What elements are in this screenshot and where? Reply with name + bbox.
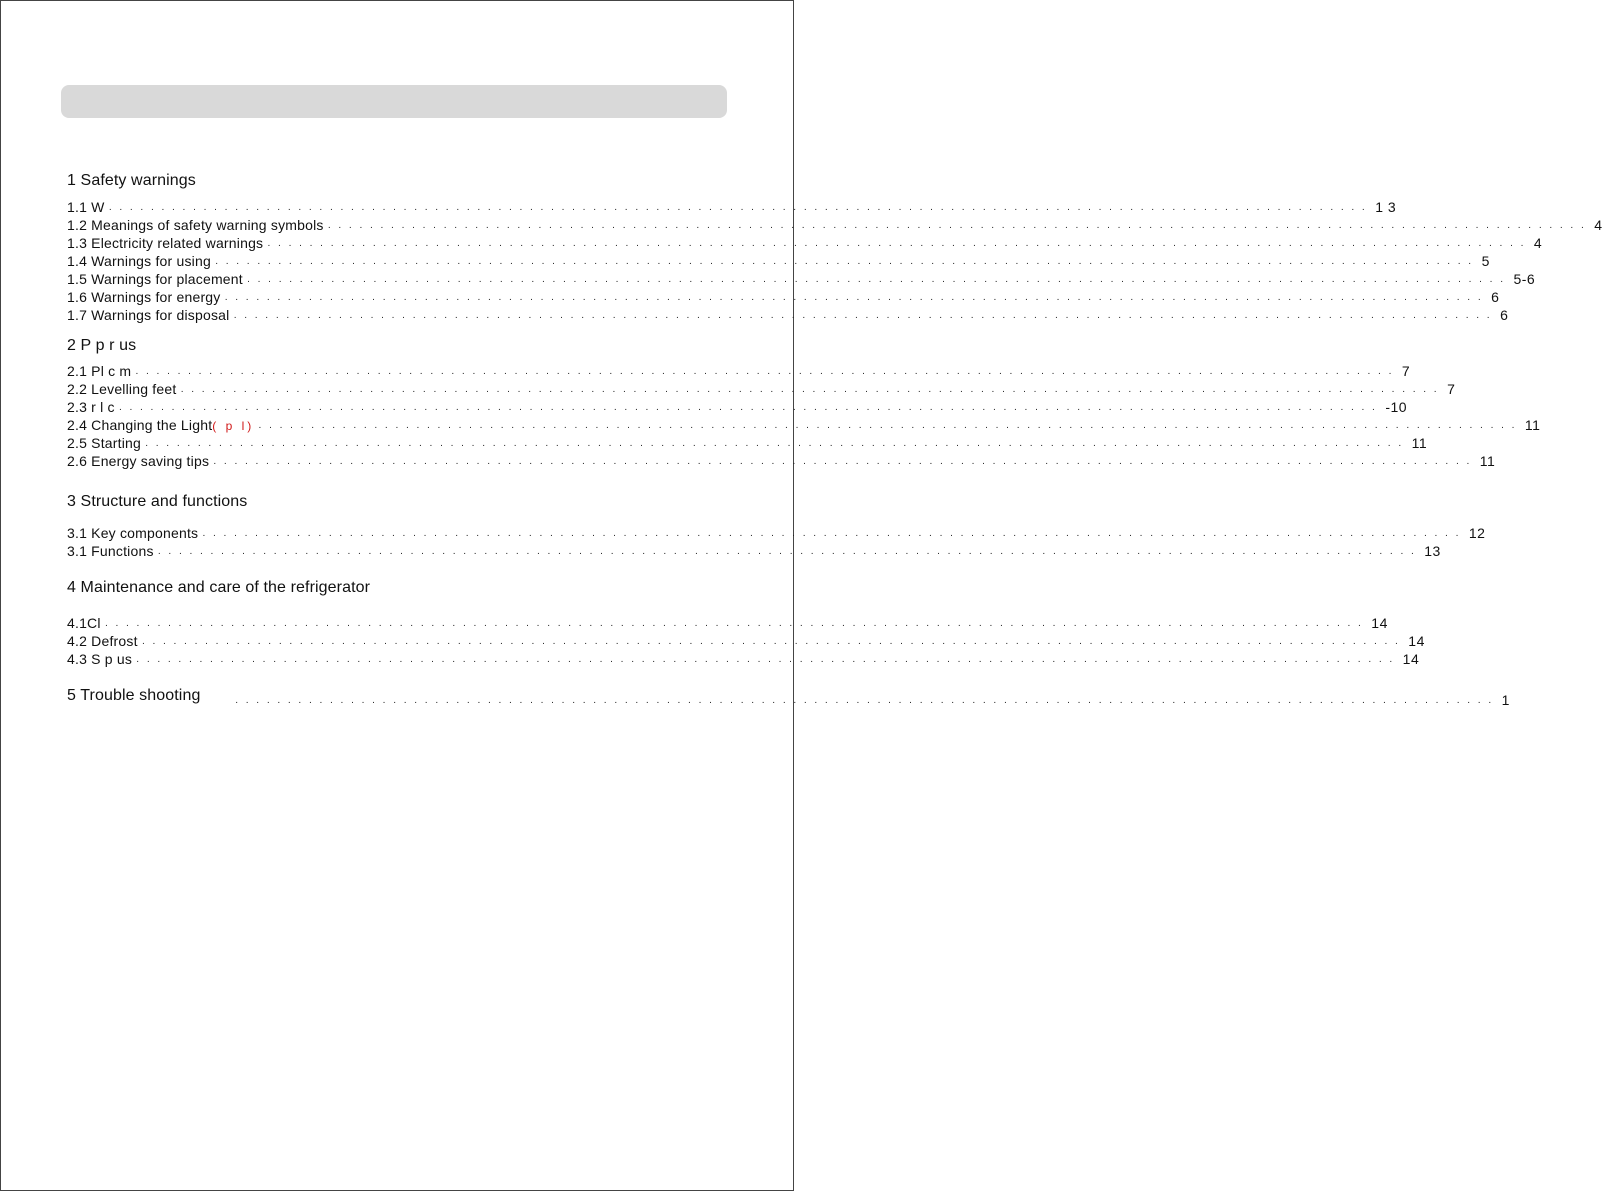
toc-entry[interactable] bbox=[67, 270, 1536, 288]
toc-entry[interactable] bbox=[67, 650, 1420, 668]
toc-entry[interactable] bbox=[67, 380, 1456, 398]
dot-leader: ························································································································ bbox=[233, 312, 1498, 323]
dot-leader: ························································································································ bbox=[141, 638, 1406, 649]
toc-entry-label: 1.5 Warnings for placement bbox=[67, 271, 243, 287]
toc-entry-page: 7 bbox=[1447, 381, 1456, 397]
toc-entry[interactable] bbox=[67, 452, 1496, 470]
toc-entry[interactable] bbox=[67, 416, 1541, 434]
section-heading: 1 Safety warnings bbox=[67, 172, 196, 189]
toc-entry[interactable] bbox=[67, 252, 1490, 270]
toc-entry-label: 2.5 Starting bbox=[67, 435, 141, 451]
dot-leader: ························································································································ bbox=[224, 294, 1489, 305]
toc-entry-page: 11 bbox=[1479, 453, 1496, 469]
toc-entry[interactable] bbox=[67, 362, 1411, 380]
toc-entry-label: 3.1 Functions bbox=[67, 543, 154, 559]
toc-entry[interactable] bbox=[67, 288, 1500, 306]
section-heading: 3 Structure and functions bbox=[67, 493, 248, 510]
section-heading: 2 P p r us bbox=[67, 337, 137, 354]
dot-leader: ························································································································ bbox=[180, 386, 1445, 397]
toc-entry-page: 13 bbox=[1424, 543, 1441, 559]
dot-leader: ························································································································ bbox=[104, 620, 1369, 631]
toc-entry-page: 12 bbox=[1468, 525, 1486, 541]
dot-leader: ························································································································ bbox=[136, 656, 1400, 667]
toc-entry-label: 2.2 Levelling feet bbox=[67, 381, 177, 397]
toc-entry-page: 5-6 bbox=[1513, 271, 1536, 287]
toc-entry-label: 2.1 Pl c m bbox=[67, 363, 132, 379]
section-heading: 4 Maintenance and care of the refrigerator bbox=[67, 579, 371, 596]
toc-entry[interactable] bbox=[67, 398, 1408, 416]
toc-entry-page: 4 bbox=[1533, 235, 1543, 251]
toc-entry-label: 1.1 W bbox=[67, 199, 105, 215]
toc-entry-page: 5 bbox=[1481, 253, 1490, 269]
toc-entry-label: 1.4 Warnings for using bbox=[67, 253, 211, 269]
toc-entry-page: 6 bbox=[1491, 289, 1500, 305]
toc-entry[interactable] bbox=[67, 524, 1486, 542]
toc-entry-label: 3.1 Key components bbox=[67, 525, 199, 541]
toc-entry-label: 4.3 S p us bbox=[67, 651, 133, 667]
toc-entry[interactable] bbox=[67, 198, 1397, 216]
toc-entry-page: 7 bbox=[1401, 363, 1411, 379]
toc-entry[interactable] bbox=[67, 234, 1543, 252]
dot-leader: ························································································································ bbox=[246, 276, 1511, 287]
toc-entry-page: -10 bbox=[1385, 399, 1408, 415]
toc-entry-label: 1.3 Electricity related warnings bbox=[67, 235, 264, 251]
toc-entry-page: 14 bbox=[1371, 615, 1388, 631]
dot-leader: ························································································································ bbox=[145, 440, 1409, 451]
toc-entry-label: 2.3 r l c bbox=[67, 399, 115, 415]
toc-entry-page: 14 bbox=[1402, 651, 1420, 667]
dot-leader: ························································································································ bbox=[214, 258, 1479, 269]
dot-leader: ························································································································ bbox=[202, 530, 1466, 541]
toc-entry-page: 1 3 bbox=[1375, 199, 1397, 215]
toc-entry-label: 1.2 Meanings of safety warning symbols bbox=[67, 217, 324, 233]
dot-leader: ························································································································ bbox=[108, 204, 1373, 215]
toc-entry-page: 11 bbox=[1524, 417, 1541, 433]
dot-leader: ························································································································ bbox=[213, 458, 1477, 469]
toc-entry-label: 4.1Cl bbox=[67, 615, 101, 631]
toc-entry-page: 6 bbox=[1500, 307, 1509, 323]
dot-leader: ························································································································ bbox=[135, 368, 1399, 379]
toc-entry-label: 1.7 Warnings for disposal bbox=[67, 307, 230, 323]
toc-entry-page: 14 bbox=[1408, 633, 1425, 649]
toc-entry-page: 11 bbox=[1411, 435, 1428, 451]
toc-entry-page: 1 bbox=[1501, 692, 1510, 708]
toc-entry-label: 2.6 Energy saving tips bbox=[67, 453, 210, 469]
toc-entry-label: 2.4 Changing the Light bbox=[67, 417, 213, 433]
dot-leader: ························································································································ bbox=[258, 422, 1522, 433]
section-heading: 5 Trouble shooting bbox=[67, 687, 201, 704]
toc-entry-label: 4.2 Defrost bbox=[67, 633, 138, 649]
dot-leader: ························································································································ bbox=[267, 240, 1531, 251]
toc-entry-page: 4 bbox=[1594, 217, 1603, 233]
contents-title-bar bbox=[61, 85, 727, 118]
toc-entry[interactable] bbox=[67, 306, 1509, 324]
dot-leader: ························································································································ bbox=[235, 697, 1499, 708]
toc-entry[interactable] bbox=[67, 434, 1428, 452]
dot-leader: ························································································································ bbox=[157, 548, 1422, 559]
toc-entry[interactable] bbox=[67, 614, 1388, 632]
toc-entry-note: ( p l) bbox=[212, 419, 255, 433]
toc-entry[interactable] bbox=[67, 542, 1441, 560]
toc-entry[interactable] bbox=[67, 632, 1425, 650]
toc-entry[interactable] bbox=[231, 691, 1510, 709]
toc-entry[interactable] bbox=[67, 216, 1603, 234]
toc-entry-label: 1.6 Warnings for energy bbox=[67, 289, 221, 305]
dot-leader: ························································································································ bbox=[118, 404, 1383, 415]
dot-leader: ························································································································ bbox=[327, 222, 1592, 233]
